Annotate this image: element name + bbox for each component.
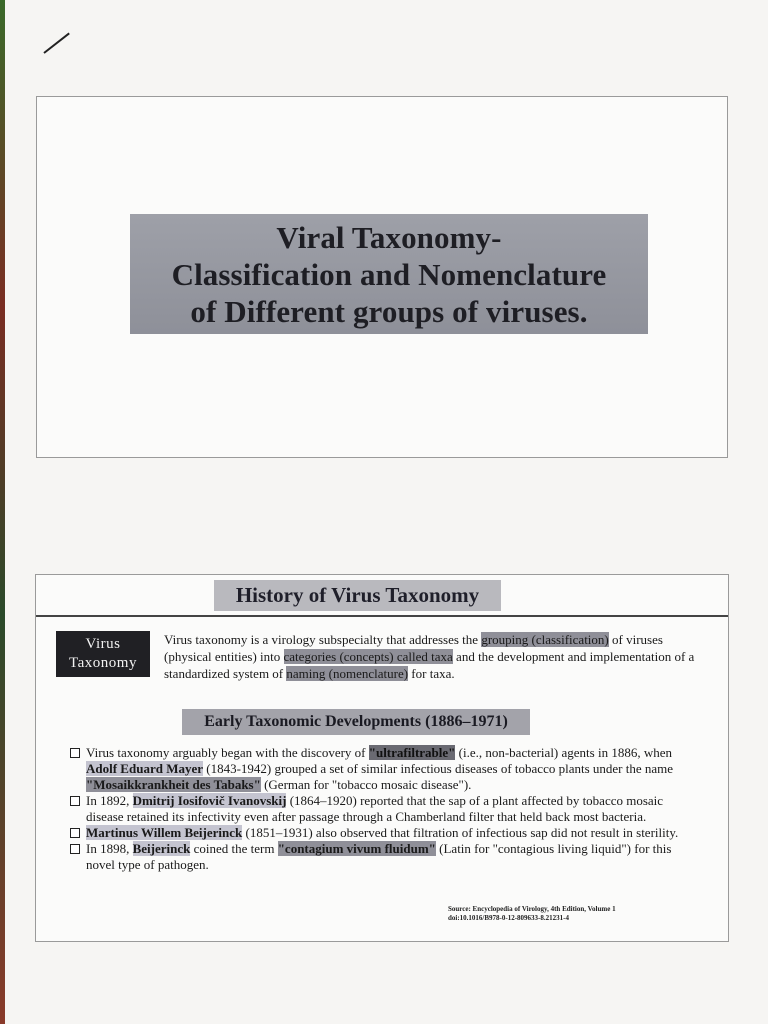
list-item [70, 745, 688, 793]
highlight-naming: naming (nomenclature) [286, 666, 409, 681]
pen-mark [43, 33, 69, 54]
bullet-text: (Latin for "contagious living liquid") for this novel type of pathogen. [86, 841, 672, 872]
bullet-text: (1843-1942) grouped a set of similar infectious diseases of tobacco plants under the name [203, 761, 674, 776]
intro-text: Virus taxonomy is a virology subspecialty that addresses the [164, 632, 482, 647]
highlight-term: "Mosaikkrankheit des Tabaks" [86, 777, 261, 792]
source-citation [448, 905, 698, 923]
bullet-text: (German for "tobacco mosaic disease"). [260, 777, 472, 792]
checkbox-bullet-icon [70, 796, 80, 806]
intro-text: of viruses (physical entities) into [164, 632, 663, 664]
doi-line: doi:10.1016/B978-0-12-809633-8.21231-4 [448, 914, 569, 922]
highlight-grouping: grouping (classification) [481, 632, 609, 647]
bullet-text: In 1892, [86, 793, 133, 808]
list-item [70, 825, 688, 841]
checkbox-bullet-icon [70, 844, 80, 854]
title-line-2: Classification and Nomenclature [171, 256, 607, 292]
slide-header [36, 575, 728, 617]
bullet-text: coined the term [190, 841, 278, 856]
early-developments-heading: Early Taxonomic Developments (1886–1971) [182, 709, 530, 735]
slide-history [35, 574, 729, 942]
highlight-term: "ultrafiltrable" [368, 745, 456, 760]
slide-title-box [130, 214, 648, 334]
bullet-text: Virus taxonomy arguably began with the discovery of [86, 745, 369, 760]
intro-text: and the development and implementation of a standardized system of [164, 649, 695, 681]
bullet-text: In 1898, [86, 841, 133, 856]
title-line-1: Viral Taxonomy- [276, 219, 502, 255]
intro-text: for taxa. [408, 666, 455, 681]
bullet-text: (1864–1920) reported that the sap of a plant affected by tobacco mosaic disease retained its infectivity even after passage through a Chamberland filter that held back most bacteria. [86, 793, 664, 824]
checkbox-bullet-icon [70, 828, 80, 838]
slide-title-card [36, 96, 728, 458]
history-bullet-list [70, 745, 688, 873]
title-line-3: of Different groups of viruses. [190, 293, 588, 329]
checkbox-bullet-icon [70, 748, 80, 758]
label-line-1: Virus [85, 636, 121, 652]
bullet-text: (i.e., non-bacterial) agents in 1886, when [455, 745, 672, 760]
intro-paragraph [164, 631, 704, 682]
highlight-name: Dmitrij Iosifovič Ivanovskij [132, 793, 287, 808]
source-line: Source: Encyclopedia of Virology, 4th Edition, Volume 1 [448, 905, 616, 913]
virus-taxonomy-label [56, 631, 150, 677]
highlight-categories: categories (concepts) called taxa [283, 649, 453, 664]
list-item [70, 793, 688, 825]
highlight-term: "contagium vivum fluidum" [277, 841, 436, 856]
highlight-name: Martinus Willem Beijerinck [86, 825, 243, 840]
page-edge-shadow [0, 0, 5, 1024]
highlight-name: Beijerinck [132, 841, 191, 856]
slide-heading: History of Virus Taxonomy [214, 580, 501, 611]
list-item [70, 841, 688, 873]
label-line-2: Taxonomy [69, 655, 137, 671]
highlight-name: Adolf Eduard Mayer [86, 761, 203, 776]
bullet-text: (1851–1931) also observed that filtration of infectious sap did not result in sterility. [242, 825, 679, 840]
